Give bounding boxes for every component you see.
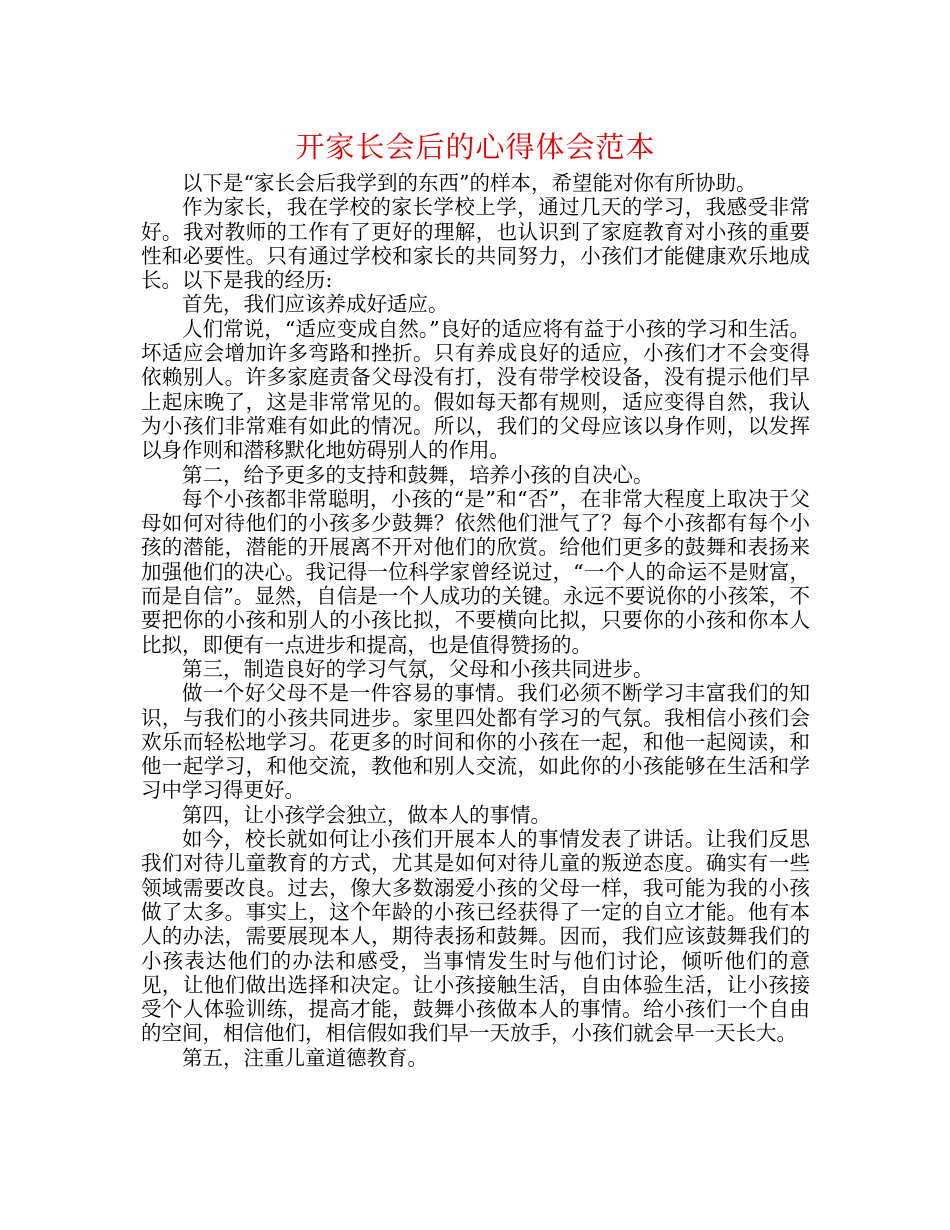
document-title: 开家长会后的心得体会范本 <box>295 130 656 164</box>
heading-point-4: 第四，让小孩学会独立，做本人的事情。 <box>182 802 551 827</box>
heading-point-2: 第二，给予更多的支持和鼓舞，培养小孩的自决心。 <box>182 462 654 487</box>
paragraph-experience: 作为家长，我在学校的家长学校上学，通过几天的学习，我感受非常好。我对教师的工作有了更好的理解，也认识到了家庭教育对小孩的重要性和必要性。只有通过学校和家长的共同努力，小孩们才能健康欢乐地成长。以下是我的经历: <box>141 195 810 293</box>
paragraph-habits: 人们常说，“适应变成自然。”良好的适应将有益于小孩的学习和生活。坏适应会增加许多弯路和挫折。只有养成良好的适应，小孩们才不会变得依赖别人。许多家庭责备父母没有打，没有带学校设备，没有提示他们早上起床晚了，这是非常常见的。假如每天都有规则，适应变得自然，我认为小孩们非常难有如此的情况。所以，我们的父母应该以身作则，以发挥以身作则和潜移默化地妨碍别人的作用。 <box>141 316 810 463</box>
paragraph-learning-atmosphere: 做一个好父母不是一件容易的事情。我们必须不断学习丰富我们的知识，与我们的小孩共同进步。家里四处都有学习的气氛。我相信小孩们会欢乐而轻松地学习。花更多的时间和你的小孩在一起，和他一起阅读，和他一起学习，和他交流，教他和别人交流，如此你的小孩能够在生活和学习中学习得更好。 <box>141 681 810 803</box>
document-body <box>141 171 810 1070</box>
paragraph-intro: 以下是“家长会后我学到的东西”的样本，希望能对你有所协助。 <box>182 171 757 195</box>
paragraph-encouragement: 每个小孩都非常聪明，小孩的“是”和“否”，在非常大程度上取决于父母如何对待他们的小孩多少鼓舞？依然他们泄气了？每个小孩都有每个小孩的潜能，潜能的开展离不开对他们的欣赏。给他们更多的鼓舞和表扬来加强他们的决心。我记得一位科学家曾经说过，“一个人的命运不是财富，而是自信”。显然，自信是一个人成功的关键。永远不要说你的小孩笨，不要把你的小孩和别人的小孩比拟，不要横向比拟，只要你的小孩和你本人比拟，即便有一点进步和提高，也是值得赞扬的。 <box>141 486 810 657</box>
heading-point-5: 第五，注重儿童道德教育。 <box>182 1045 428 1070</box>
heading-point-3: 第三，制造良好的学习气氛，父母和小孩共同进步。 <box>182 656 654 681</box>
heading-point-1: 首先，我们应该养成好适应。 <box>182 292 449 317</box>
paragraph-independence: 如今，校长就如何让小孩们开展本人的事情发表了讲话。让我们反思我们对待儿童教育的方式，尤其是如何对待儿童的叛逆态度。确实有一些领域需要改良。过去，像大多数溺爱小孩的父母一样，我可能为我的小孩做了太多。事实上，这个年龄的小孩已经获得了一定的自立才能。他有本人的办法，需要展现本人，期待表扬和鼓舞。因而，我们应该鼓舞我们的小孩表达他们的办法和感受，当事情发生时与他们讨论，倾听他们的意见，让他们做出选择和决定。让小孩接触生活，自由体验生活，让小孩接受个人体验训练，提高才能，鼓舞小孩做本人的事情。给小孩们一个自由的空间，相信他们，相信假如我们早一天放手，小孩们就会早一天长大。 <box>141 827 810 1046</box>
